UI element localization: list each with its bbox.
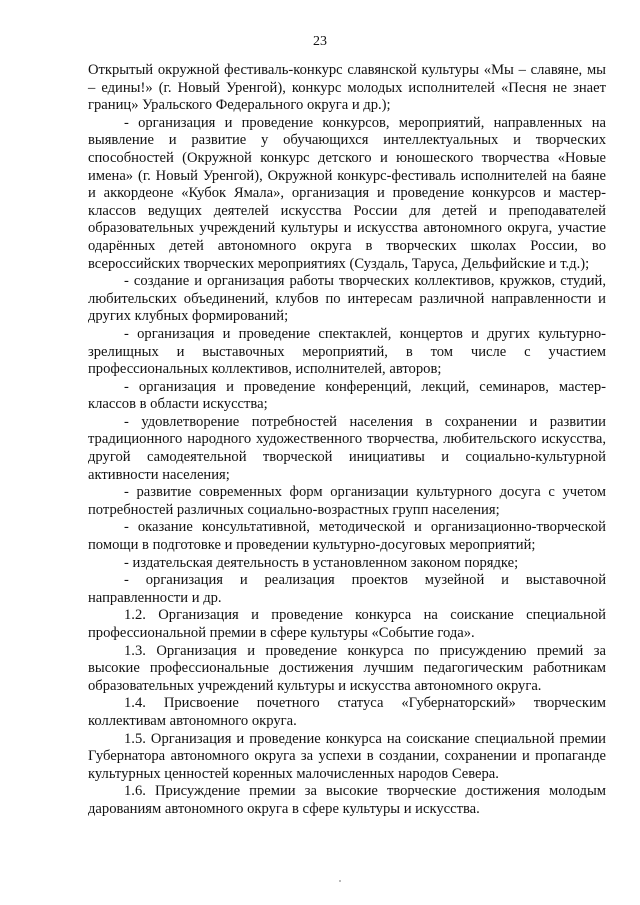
list-item: - организация и проведение конкурсов, мероприятий, направленных на выявление и развитие у обучающихся интеллектуальных и творческих способностей (Окружной конкурс детского и юношеского творчества «Новые имена» (г. Новый Уренгой), Окружной конкурс-фестиваль исполнителей на баяне и аккордеоне «Кубок Ямала», организация и проведение конкурсов и мастер-классов ведущих деятелей искусства России для детей и преподавателей образовательных учреждений культуры и искусства автономного округа, участие одарённых детей автономного округа в творческих школах России, во всероссийских творческих мероприятиях (Суздаль, Таруса, Дельфийские и т.д.); [88, 114, 606, 272]
list-item: - организация и реализация проектов музейной и выставочной направленности и др. [88, 572, 606, 606]
page-number: 23 [313, 34, 327, 49]
numbered-paragraph: 1.3. Организация и проведение конкурса по присуждению премий за высокие профессиональные достижения лучшим педагогическим работникам образовательных учреждений культуры и искусства автономного округа. [88, 642, 606, 694]
list-item: - удовлетворение потребностей населения в сохранении и развитии традиционного народного художественного творчества, любительского искусства, другой самодеятельной творческой инициативы и социально-культурной активности населения; [88, 413, 606, 483]
list-item: - создание и организация работы творческих коллективов, кружков, студий, любительских объединений, клубов по интересам различной направленности и других клубных формирований; [88, 273, 606, 325]
list-item: - оказание консультативной, методической и организационно-творческой помощи в подготовке и проведении культурно-досуговых мероприятий; [88, 519, 606, 554]
numbered-paragraph: 1.6. Присуждение премии за высокие творческие достижения молодым дарованиям автономного округа в сфере культуры и искусства. [88, 783, 606, 817]
list-item: - развитие современных форм организации культурного досуга с учетом потребностей различных социально-возрастных групп населения; [88, 484, 606, 518]
paragraph-continuation: Открытый окружной фестиваль-конкурс славянской культуры «Мы – славяне, мы – едины!» (г. Новый Уренгой), конкурс молодых исполнителей «Песня не знает границ» Уральского Федерального округа и др.); [88, 62, 606, 114]
numbered-paragraph: 1.5. Организация и проведение конкурса на соискание специальной премии Губернатора автономного округа за успехи в создании, сохранении и пропаганде культурных ценностей коренных малочисленных народов Севера. [88, 730, 606, 782]
list-item: - организация и проведение конференций, лекций, семинаров, мастер-классов в области искусства; [88, 378, 606, 413]
numbered-paragraph: 1.4. Присвоение почетного статуса «Губернаторский» творческим коллективам автономного округа. [88, 695, 606, 729]
list-item: - издательская деятельность в установленном законом порядке; [124, 554, 519, 571]
scan-speck [339, 880, 341, 882]
numbered-paragraph: 1.2. Организация и проведение конкурса на соискание специальной профессиональной премии в сфере культуры «Событие года». [88, 607, 606, 641]
list-item: - организация и проведение спектаклей, концертов и других культурно-зрелищных и выставочных мероприятий, в том числе с участием профессиональных коллективов, исполнителей, авторов; [88, 325, 606, 378]
document-body [88, 62, 606, 819]
